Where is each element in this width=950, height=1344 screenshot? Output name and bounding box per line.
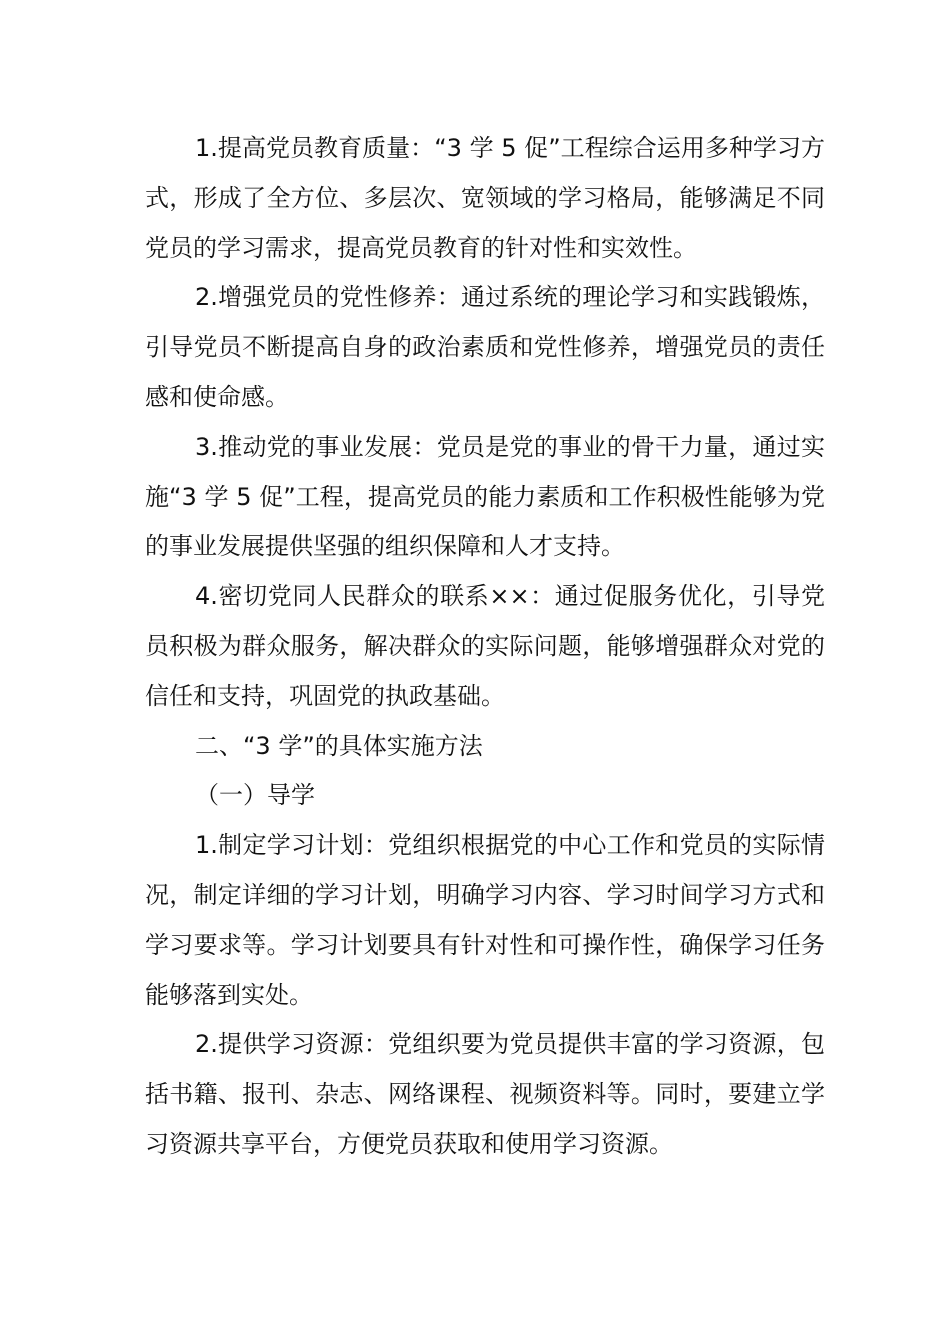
document-body: [145, 124, 825, 1170]
sub-heading: （一）导学: [195, 781, 315, 810]
paragraph-3: 3.推动党的事业发展：党员是党的事业的骨干力量，通过实施“3 学 5 促”工程，提高党员的能力素质和工作积极性能够为党的事业发展提供坚强的组织保障和人才支持。: [145, 432, 825, 561]
paragraph-4: 4.密切党同人民群众的联系××：通过促服务优化，引导党员积极为群众服务，解决群众的实际问题，能够增强群众对党的信任和支持，巩固党的执政基础。: [145, 582, 825, 710]
sub-paragraph-2: 2.提供学习资源：党组织要为党员提供丰富的学习资源，包括书籍、报刊、杂志、网络课程、视频资料等。同时，要建立学习资源共享平台，方便党员获取和使用学习资源。: [145, 1030, 825, 1158]
section-heading: 二、“3 学”的具体实施方法: [195, 731, 483, 760]
paragraph-2: 2.增强党员的党性修养：通过系统的理论学习和实践锻炼，引导党员不断提高自身的政治素质和党性修养，增强党员的责任感和使命感。: [145, 283, 825, 411]
sub-paragraph-1: 1.制定学习计划：党组织根据党的中心工作和党员的实际情况，制定详细的学习计划，明确学习内容、学习时间学习方式和学习要求等。学习计划要具有针对性和可操作性，确保学习任务能够落到实处。: [145, 831, 825, 1009]
paragraph-1: 1.提高党员教育质量：“3 学 5 促”工程综合运用多种学习方式，形成了全方位、多层次、宽领域的学习格局，能够满足不同党员的学习需求，提高党员教育的针对性和实效性。: [145, 134, 825, 262]
